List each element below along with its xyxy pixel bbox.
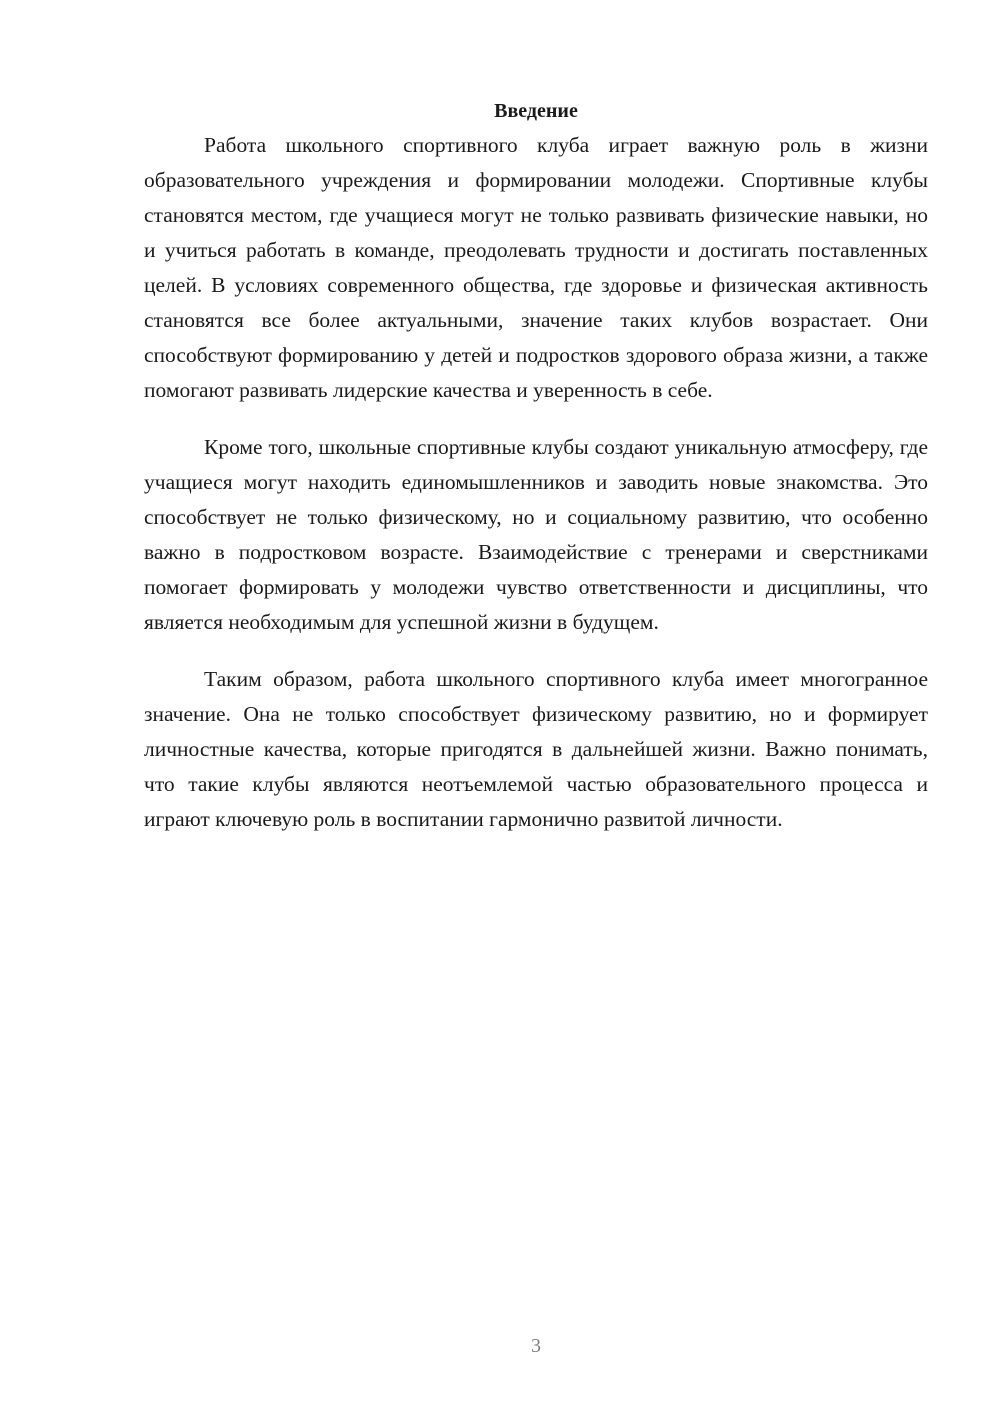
paragraph-1: Работа школьного спортивного клуба играет важную роль в жизни образовательного учреждения и формировании молодежи. Спортивные клубы становятся местом, где учащиеся могут не только развивать физические навыки, но и учиться работать в команде, преодолевать трудности и достигать поставленных целей. В условиях современного общества, где здоровье и физическая активность становятся все более актуальными, значение таких клубов возрастает. Они способствуют формированию у детей и подростков здорового образа жизни, а также помогают развивать лидерские качества и уверенность в себе. [144,133,928,402]
section-heading: Введение [494,100,578,122]
paragraph-2: Кроме того, школьные спортивные клубы создают уникальную атмосферу, где учащиеся могут находить единомышленников и заводить новые знакомства. Это способствует не только физическому, но и социальному развитию, что особенно важно в подростковом возрасте. Взаимодействие с тренерами и сверстниками помогает формировать у молодежи чувство ответственности и дисциплины, что является необходимым для успешной жизни в будущем. [144,435,928,634]
paragraph-3: Таким образом, работа школьного спортивного клуба имеет многогранное значение. Она не только способствует физическому развитию, но и формирует личностные качества, которые пригодятся в дальнейшей жизни. Важно понимать, что такие клубы являются неотъемлемой частью образовательного процесса и играют ключевую роль в воспитании гармонично развитой личности. [144,667,928,831]
page-number: 3 [531,1335,541,1357]
page-content [144,96,928,859]
